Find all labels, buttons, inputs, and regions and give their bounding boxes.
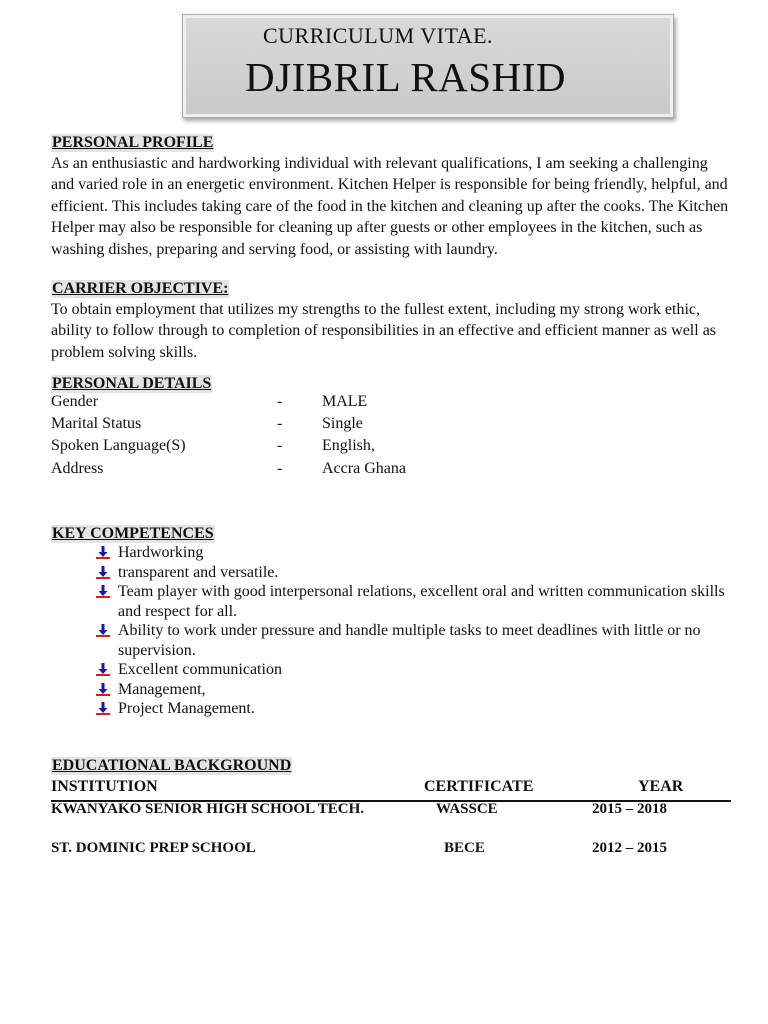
certificate-cell: BECE: [444, 840, 485, 856]
list-item: [95, 660, 735, 680]
arrow-down-icon: [95, 565, 111, 581]
arrow-down-icon: [95, 701, 111, 717]
list-item-text: Team player with good interpersonal relations, excellent oral and written communication skills and respect for all.: [118, 583, 725, 620]
list-item-text: transparent and versatile.: [118, 563, 279, 581]
detail-value: Single: [322, 415, 363, 432]
arrow-down-icon: [95, 584, 111, 600]
objective-text: To obtain employment that utilizes my strengths to the fullest extent, including my strong work ethic, ability to follow through to completion of responsibilities in an effective and efficient manner as well as problem solving skills.: [51, 301, 717, 361]
detail-value: Accra Ghana: [322, 460, 406, 477]
section-heading-personal-details: PERSONAL DETAILS: [52, 375, 212, 392]
table-row: [51, 840, 731, 862]
column-header-institution: INSTITUTION: [51, 778, 158, 795]
institution-cell: ST. DOMINIC PREP SCHOOL: [51, 840, 256, 856]
arrow-down-icon: [95, 662, 111, 678]
arrow-down-icon: [95, 623, 111, 639]
detail-row-gender: [51, 393, 551, 415]
title-banner: [182, 14, 674, 118]
list-item: [95, 699, 735, 719]
section-heading-competences: KEY COMPETENCES: [52, 525, 214, 542]
detail-label: Spoken Language(S): [51, 437, 186, 454]
list-item-text: Project Management.: [118, 700, 255, 717]
list-item-text: Management,: [118, 680, 206, 698]
detail-separator: -: [277, 415, 283, 432]
personal-profile-text: As an enthusiastic and hardworking individual with relevant qualifications, I am seeking a challenging and varied role in an energetic environment. Kitchen Helper is responsible for being friendly, helpful, and efficient. This includes taking care of the food in the kitchen and cleaning up after the cooks. The Kitchen Helper may also be responsible for cleaning up after guests or other employees in the kitchen, such as washing dishes, preparing and serving food, or assisting with laundry.: [51, 155, 729, 258]
section-heading-education: EDUCATIONAL BACKGROUND: [52, 757, 292, 774]
table-row: [51, 801, 731, 823]
detail-value: MALE: [322, 393, 368, 410]
arrow-down-icon: [95, 545, 111, 561]
year-cell: 2015 – 2018: [592, 801, 667, 817]
list-item-text: Hardworking: [118, 544, 204, 561]
list-item: [95, 680, 735, 700]
detail-separator: -: [277, 393, 283, 410]
detail-separator: -: [277, 437, 283, 454]
column-header-certificate: CERTIFICATE: [424, 778, 534, 795]
year-cell: 2012 – 2015: [592, 840, 667, 856]
section-heading-personal-profile: PERSONAL PROFILE: [52, 134, 214, 151]
list-item-text: Excellent communication: [118, 661, 282, 678]
list-item: [95, 582, 735, 621]
arrow-down-icon: [95, 682, 111, 698]
detail-row-address: [51, 460, 551, 482]
detail-label: Address: [51, 460, 104, 477]
list-item: [95, 543, 735, 563]
detail-label: Marital Status: [51, 415, 142, 432]
list-item-text: Ability to work under pressure and handle multiple tasks to meet deadlines with little or no supervision.: [118, 622, 701, 659]
list-item: [95, 621, 735, 660]
detail-separator: -: [277, 460, 283, 477]
education-table-header: [51, 778, 731, 802]
detail-value: English,: [322, 437, 375, 454]
document-label: CURRICULUM VITAE.: [263, 23, 494, 48]
candidate-name: DJIBRIL RASHID: [245, 54, 566, 100]
institution-cell: KWANYAKO SENIOR HIGH SCHOOL TECH.: [51, 801, 364, 817]
detail-row-language: [51, 437, 551, 459]
detail-row-marital-status: [51, 415, 551, 437]
section-heading-objective: CARRIER OBJECTIVE:: [52, 280, 229, 297]
detail-label: Gender: [51, 393, 99, 410]
certificate-cell: WASSCE: [436, 801, 498, 817]
competence-list: [95, 543, 735, 719]
column-header-year: YEAR: [638, 778, 684, 795]
list-item: [95, 563, 735, 583]
